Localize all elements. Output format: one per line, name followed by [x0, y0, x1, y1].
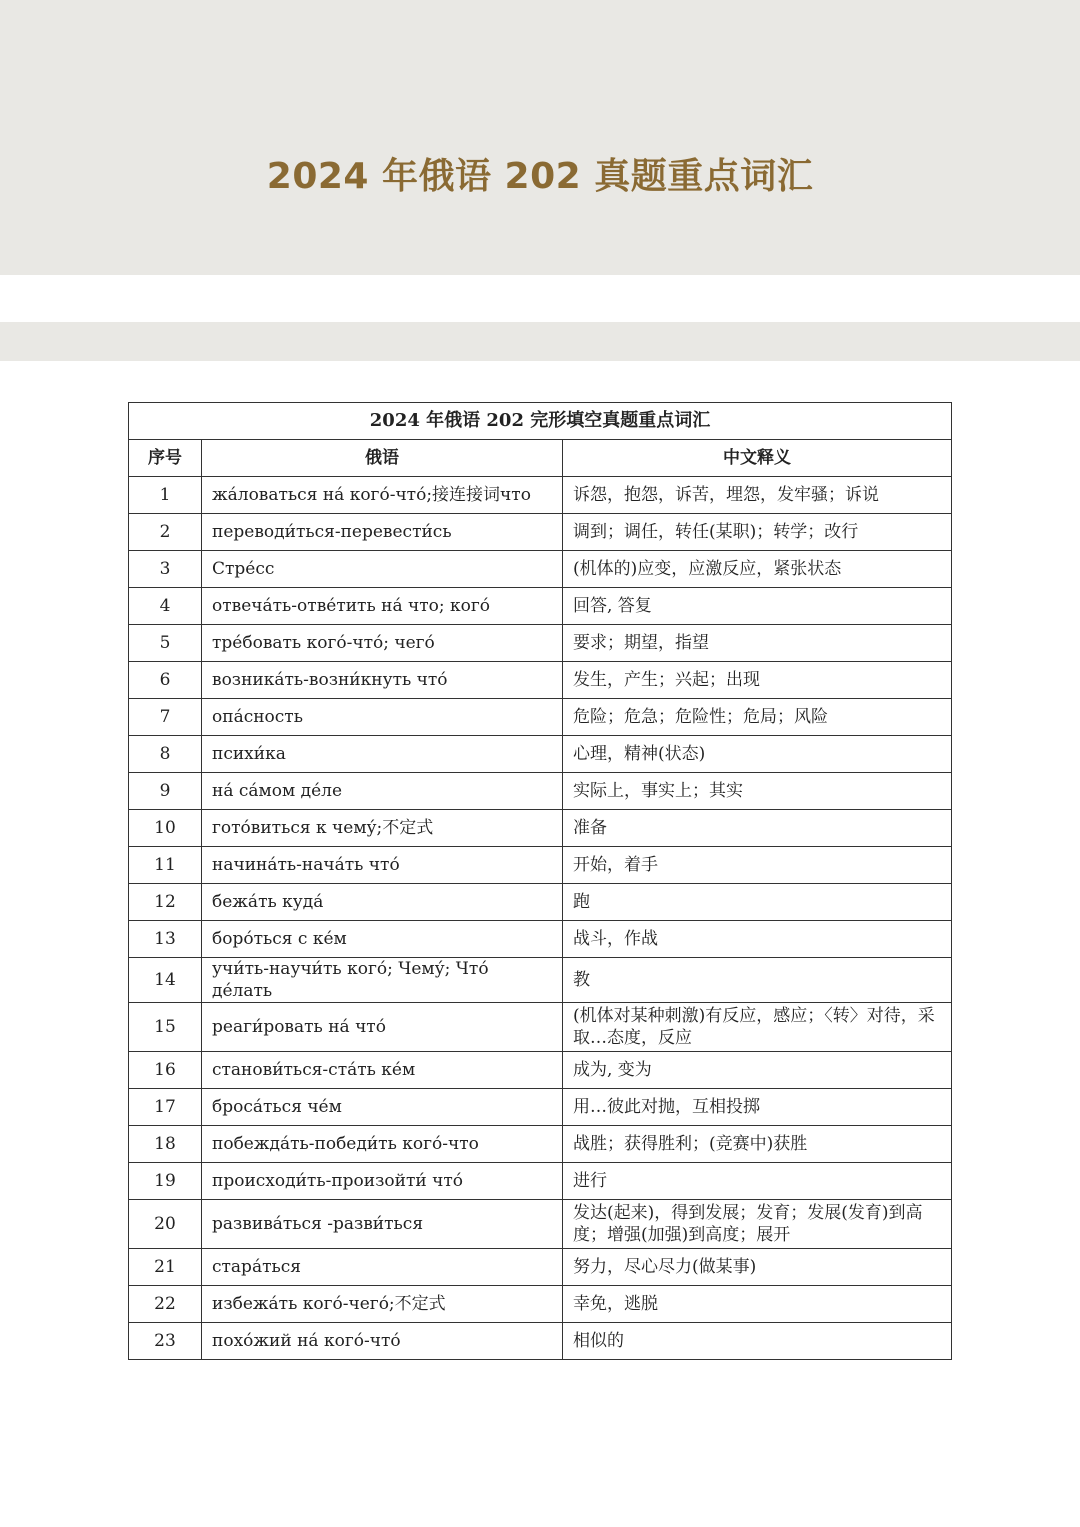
chinese-meaning: 心理，精神(状态) — [563, 736, 952, 773]
row-number: 12 — [129, 884, 202, 921]
chinese-meaning: 发达(起来)，得到发展；发育；发展(发育)到高度；增强(加强)到高度；展开 — [563, 1200, 952, 1249]
chinese-meaning: 相似的 — [563, 1323, 952, 1360]
table-row — [129, 1163, 952, 1200]
header-number: 序号 — [129, 440, 202, 477]
russian-term: Стре́сс — [202, 551, 563, 588]
russian-term: стара́ться — [202, 1249, 563, 1286]
chinese-meaning: 成为, 变为 — [563, 1052, 952, 1089]
table-header-row — [129, 440, 952, 477]
russian-term: опа́сность — [202, 699, 563, 736]
table-row — [129, 1126, 952, 1163]
russian-term: начина́ть-нача́ть что́ — [202, 847, 563, 884]
row-number: 23 — [129, 1323, 202, 1360]
row-number: 15 — [129, 1003, 202, 1052]
row-number: 10 — [129, 810, 202, 847]
chinese-meaning: 准备 — [563, 810, 952, 847]
chinese-meaning: 努力，尽心尽力(做某事) — [563, 1249, 952, 1286]
chinese-meaning: 幸免，逃脱 — [563, 1286, 952, 1323]
table-row — [129, 1003, 952, 1052]
chinese-meaning: 调到；调任，转任(某职)；转学；改行 — [563, 514, 952, 551]
russian-term: боро́ться с ке́м — [202, 921, 563, 958]
row-number: 11 — [129, 847, 202, 884]
russian-term: возника́ть-возни́кнуть что́ — [202, 662, 563, 699]
page-title: 2024 年俄语 202 真题重点词汇 — [266, 156, 814, 197]
chinese-meaning: (机体的)应变，应激反应，紧张状态 — [563, 551, 952, 588]
table-row — [129, 810, 952, 847]
table-row — [129, 625, 952, 662]
row-number: 16 — [129, 1052, 202, 1089]
russian-term: бежа́ть куда́ — [202, 884, 563, 921]
table-row — [129, 1089, 952, 1126]
row-number: 18 — [129, 1126, 202, 1163]
row-number: 19 — [129, 1163, 202, 1200]
chinese-meaning: 用…彼此对抛，互相投掷 — [563, 1089, 952, 1126]
table-row — [129, 773, 952, 810]
table-row — [129, 477, 952, 514]
vocabulary-table — [128, 402, 952, 1360]
row-number: 17 — [129, 1089, 202, 1126]
row-number: 5 — [129, 625, 202, 662]
chinese-meaning: 战斗，作战 — [563, 921, 952, 958]
row-number: 13 — [129, 921, 202, 958]
table-row — [129, 884, 952, 921]
chinese-meaning: 跑 — [563, 884, 952, 921]
row-number: 20 — [129, 1200, 202, 1249]
row-number: 1 — [129, 477, 202, 514]
chinese-meaning: 危险；危急；危险性；危局；风险 — [563, 699, 952, 736]
chinese-meaning: 教 — [563, 958, 952, 1003]
table-row — [129, 514, 952, 551]
chinese-meaning: 开始，着手 — [563, 847, 952, 884]
row-number: 4 — [129, 588, 202, 625]
russian-term: происходи́ть-произойти́ что́ — [202, 1163, 563, 1200]
russian-term: на́ са́мом де́ле — [202, 773, 563, 810]
russian-term: жа́ловаться на́ кого́-что́;接连接词что — [202, 477, 563, 514]
row-number: 9 — [129, 773, 202, 810]
chinese-meaning: 要求；期望，指望 — [563, 625, 952, 662]
table-row — [129, 662, 952, 699]
row-number: 2 — [129, 514, 202, 551]
russian-term: избежа́ть кого́-чего́;不定式 — [202, 1286, 563, 1323]
russian-term: броса́ться че́м — [202, 1089, 563, 1126]
russian-term: переводи́ться-перевести́сь — [202, 514, 563, 551]
russian-term: учи́ть-научи́ть кого́; Чему́; Что́ де́лать — [202, 958, 563, 1003]
table-row — [129, 847, 952, 884]
row-number: 14 — [129, 958, 202, 1003]
russian-term: похо́жий на́ кого́-что́ — [202, 1323, 563, 1360]
russian-term: реаги́ровать на́ что́ — [202, 1003, 563, 1052]
chinese-meaning: 战胜；获得胜利；(竞赛中)获胜 — [563, 1126, 952, 1163]
chinese-meaning: 实际上，事实上；其实 — [563, 773, 952, 810]
russian-term: станови́ться-ста́ть ке́м — [202, 1052, 563, 1089]
table-row — [129, 921, 952, 958]
chinese-meaning: (机体对某种刺激)有反应，感应；〈转〉对待，采取…态度，反应 — [563, 1003, 952, 1052]
table-body — [129, 477, 952, 1360]
table-row — [129, 1286, 952, 1323]
table-row — [129, 1323, 952, 1360]
row-number: 21 — [129, 1249, 202, 1286]
chinese-meaning: 诉怨，抱怨，诉苦，埋怨，发牢骚；诉说 — [563, 477, 952, 514]
table-row — [129, 736, 952, 773]
row-number: 7 — [129, 699, 202, 736]
header-russian: 俄语 — [202, 440, 563, 477]
header-chinese: 中文释义 — [563, 440, 952, 477]
table-row — [129, 588, 952, 625]
russian-term: психи́ка — [202, 736, 563, 773]
russian-term: развива́ться -разви́ться — [202, 1200, 563, 1249]
row-number: 6 — [129, 662, 202, 699]
table-row — [129, 1200, 952, 1249]
russian-term: побежда́ть-победи́ть кого́-что — [202, 1126, 563, 1163]
russian-term: гото́виться к чему́;不定式 — [202, 810, 563, 847]
row-number: 22 — [129, 1286, 202, 1323]
row-number: 8 — [129, 736, 202, 773]
russian-term: тре́бовать кого́-что́; чего́ — [202, 625, 563, 662]
table-caption: 2024 年俄语 202 完形填空真题重点词汇 — [129, 403, 952, 440]
table-row — [129, 958, 952, 1003]
russian-term: отвеча́ть-отве́тить на́ что; кого́ — [202, 588, 563, 625]
chinese-meaning: 发生，产生；兴起；出现 — [563, 662, 952, 699]
table-row — [129, 1249, 952, 1286]
table-row — [129, 551, 952, 588]
table-row — [129, 699, 952, 736]
row-number: 3 — [129, 551, 202, 588]
header-band — [0, 0, 1080, 275]
decorative-stripe — [0, 322, 1080, 361]
chinese-meaning: 进行 — [563, 1163, 952, 1200]
chinese-meaning: 回答, 答复 — [563, 588, 952, 625]
table-row — [129, 1052, 952, 1089]
